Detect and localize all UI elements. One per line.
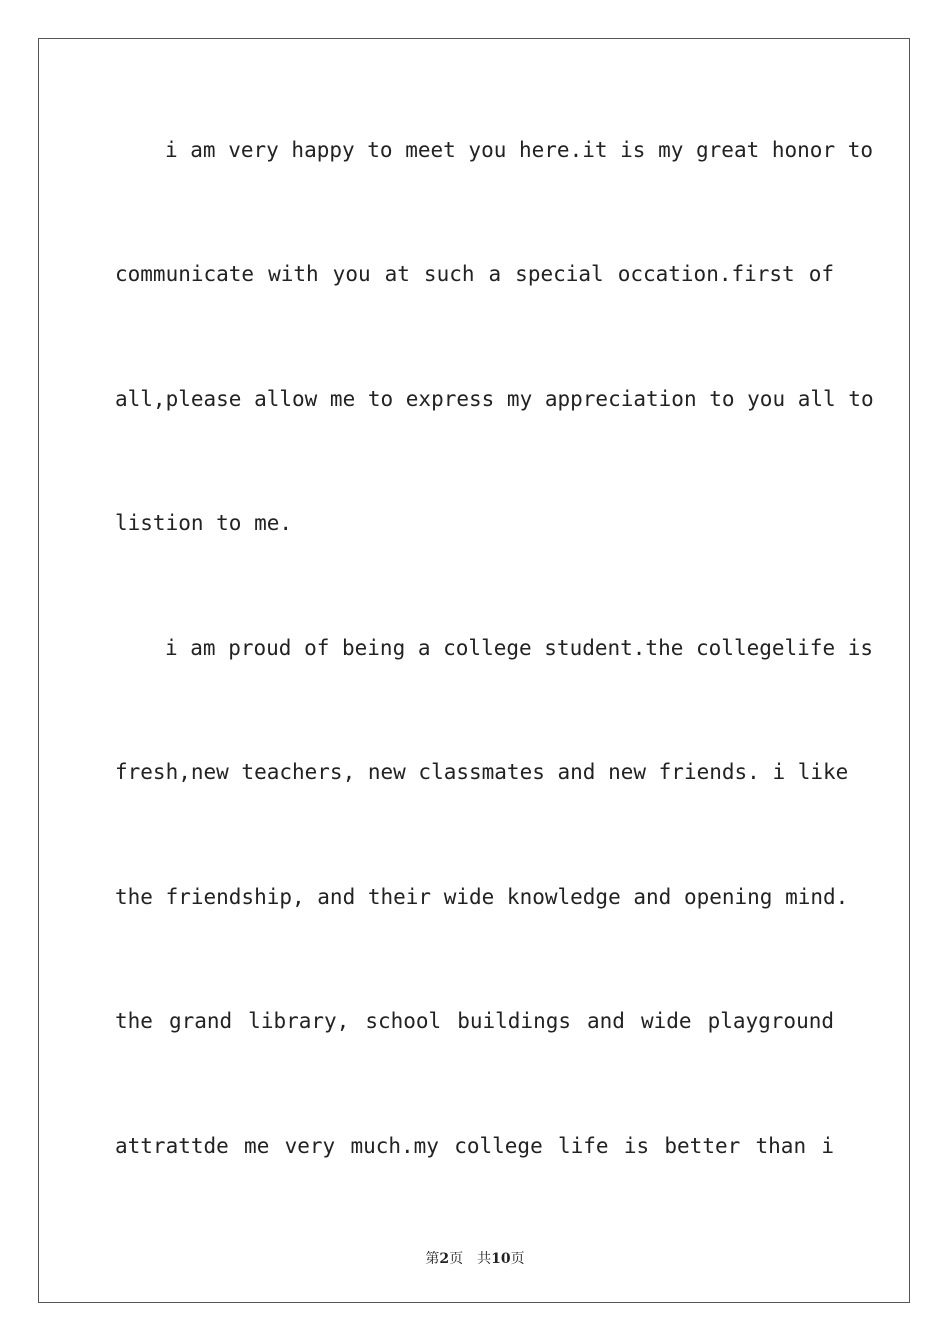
total-pages-prefix: 共 [477,1251,492,1267]
text-line: the grand library, school buildings and wide playground [115,1009,834,1033]
text-line: listion to me. [115,511,293,535]
page-border [38,38,910,1303]
text-line: i am proud of being a college student.the collegelife is [165,636,874,660]
current-page-number: 2 [439,1251,450,1267]
text-line: i am very happy to meet you here.it is my great honor to [165,138,874,162]
text-line: attrattde me very much.my college life is better than i [115,1134,834,1158]
text-line: all,please allow me to express my appreciation to you all to [115,387,874,411]
text-line: the friendship, and their wide knowledge and opening mind. [115,885,849,909]
page-number-prefix: 第 [425,1251,440,1267]
text-line: fresh,new teachers, new classmates and new friends. i like [115,760,849,784]
text-line: communicate with you at such a special occation.first of [115,262,834,286]
total-page-count: 10 [491,1251,511,1267]
page-number-suffix: 页 [449,1251,464,1267]
total-pages-suffix: 页 [510,1251,525,1267]
page-footer [0,1248,950,1268]
